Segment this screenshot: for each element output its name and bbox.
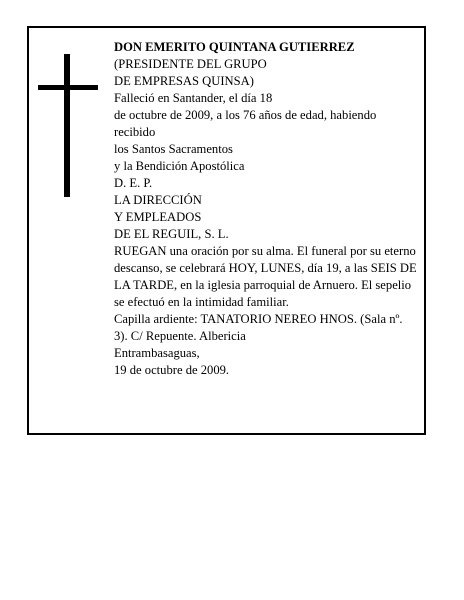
cross-icon	[38, 54, 98, 197]
title-line-1: (PRESIDENTE DEL GRUPO	[114, 57, 267, 71]
chapel-line: Capilla ardiente: TANATORIO NEREO HNOS. (Sala nº. 3). C/ Repuente. Albericia	[114, 312, 403, 343]
cross-horizontal-bar	[38, 85, 98, 90]
blessing-line: y la Bendición Apostólica	[114, 159, 245, 173]
deceased-name: DON EMERITO QUINTANA GUTIERREZ	[114, 40, 355, 54]
sender-line-3: DE EL REGUIL, S. L.	[114, 227, 229, 241]
dep-line: D. E. P.	[114, 176, 153, 190]
sender-line-1: LA DIRECCIÓN	[114, 193, 202, 207]
title-line-2: DE EMPRESAS QUINSA)	[114, 74, 254, 88]
death-line-2: de octubre de 2009, a los 76 años de edad, habiendo recibido	[114, 108, 377, 139]
cross-vertical-bar	[64, 54, 70, 197]
death-line-1: Falleció en Santander, el día 18	[114, 91, 273, 105]
date-line: 19 de octubre de 2009.	[114, 363, 230, 377]
obituary-text	[114, 39, 419, 379]
place-line: Entrambasaguas,	[114, 346, 200, 360]
sender-line-2: Y EMPLEADOS	[114, 210, 202, 224]
sacraments-line: los Santos Sacramentos	[114, 142, 233, 156]
funeral-paragraph: RUEGAN una oración por su alma. El funeral por su eterno descanso, se celebrará HOY, LUNES, día 19, a las SEIS DE LA TARDE, en la iglesia parroquial de Arnuero. El sepelio se efectuó en la intimidad familiar.	[114, 244, 417, 309]
